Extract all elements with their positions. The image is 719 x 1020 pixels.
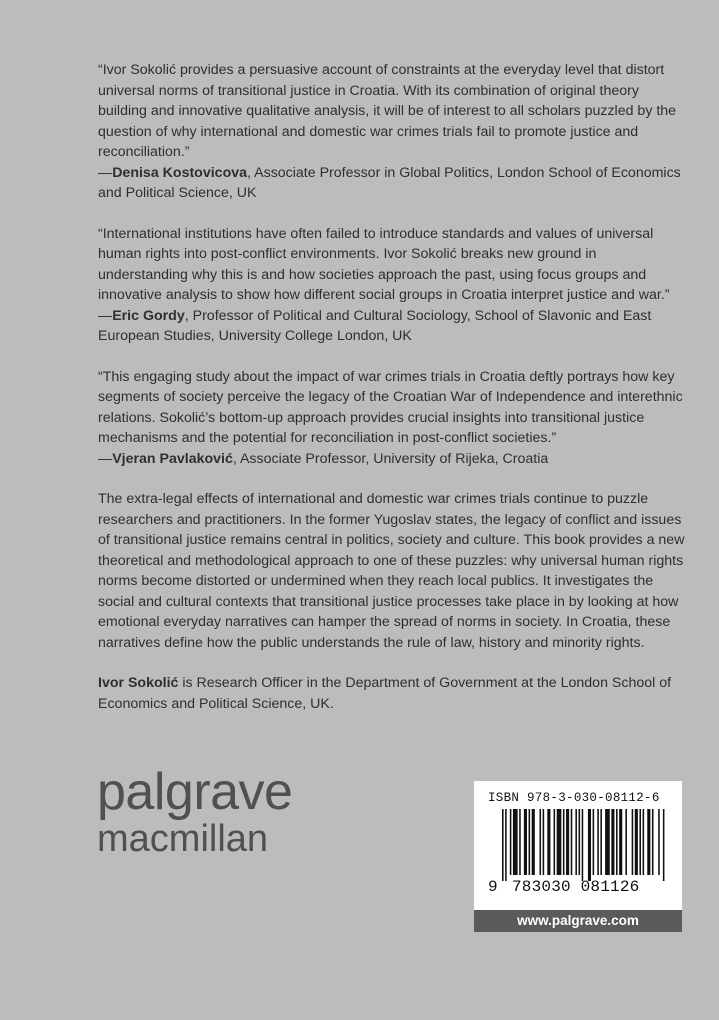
barcode-bar (557, 809, 562, 875)
endorsement-quote-1 (98, 60, 688, 204)
barcode-bar (582, 809, 584, 881)
barcode-bar (611, 809, 614, 875)
attribution-affiliation: , Associate Professor in Global Politics, London School of Economics and Political Science, UK (98, 164, 681, 201)
attribution-affiliation: , Professor of Political and Cultural Sociology, School of Slavonic and East European Studies, University College London, UK (98, 307, 652, 344)
barcode-bar (643, 809, 645, 875)
quote-attribution (98, 449, 688, 470)
author-bio (98, 673, 688, 714)
author-bio-text: is Research Officer in the Department of Government at the London School of Economics and Political Science, UK. (98, 675, 672, 712)
endorsement-quote-3 (98, 367, 688, 470)
barcode-bar (519, 809, 521, 875)
barcode-bar (524, 809, 527, 875)
barcode-bars (502, 809, 666, 881)
publisher-logo-line1: palgrave (97, 763, 293, 821)
back-cover-text (98, 60, 688, 734)
barcode-bar (554, 809, 556, 875)
barcode-bar (529, 809, 531, 875)
attribution-name: Eric Gordy (112, 307, 185, 324)
barcode-bar (566, 809, 569, 875)
barcode-bar (510, 809, 512, 875)
barcode-bar (543, 809, 545, 875)
isbn-label: ISBN 978-3-030-08112-6 (488, 791, 660, 805)
barcode-bar (605, 809, 610, 875)
endorsement-quote-2 (98, 224, 688, 347)
barcode-bar (600, 809, 602, 875)
barcode-bar (547, 809, 550, 875)
barcode-first-digit: 9 (488, 878, 498, 896)
attribution-dash: — (98, 164, 113, 181)
barcode-bar (632, 809, 634, 875)
isbn-barcode (474, 781, 682, 910)
barcode-bar (597, 809, 599, 875)
barcode-bar (658, 809, 660, 875)
quote-text: “This engaging study about the impact of war crimes trials in Croatia deftly portrays how key segments of society perceive the legacy of the Croatian War of Independence and interethnic relations. Sokolić’s bottom-up approach provides crucial insights into transitional justice mechanisms and the potential for reconciliation in post-conflict societies.” (98, 368, 683, 446)
barcode-digits: 783030 081126 (512, 878, 640, 896)
book-description: The extra-legal effects of international and domestic war crimes trials continue to puzzle researchers and practitioners. In the former Yugoslav states, the legacy of conflict and issues of transitional justice remains central in politics, society and culture. This book provides a new theoretical and methodological approach to one of these puzzles: why universal human rights norms become distorted or undermined when they reach local publics. It investigates the social and cultural contexts that transitional justice processes take place in by looking at how emotional everyday narratives can hamper the spread of norms in society. In Croatia, these narratives define how the public understands the rule of law, history and minority rights. (98, 491, 685, 651)
attribution-name: Denisa Kostovicova (112, 164, 248, 181)
barcode-bar (502, 809, 504, 881)
barcode-bar (619, 809, 622, 875)
barcode-bar (588, 809, 591, 881)
attribution-dash: — (98, 450, 113, 467)
barcode-bar (532, 809, 535, 875)
publisher-website: www.palgrave.com (474, 910, 682, 932)
attribution-dash: — (98, 307, 113, 324)
barcode-bar (579, 809, 581, 875)
barcode-bar (663, 809, 665, 881)
barcode-bar (593, 809, 595, 875)
attribution-affiliation: , Associate Professor, University of Rijeka, Croatia (232, 450, 549, 467)
quote-attribution (98, 163, 688, 204)
barcode-bar (652, 809, 654, 875)
barcode-bar (575, 809, 577, 875)
barcode-bar (647, 809, 650, 875)
barcode-bar (616, 809, 618, 875)
quote-attribution (98, 306, 688, 347)
quote-text: “Ivor Sokolić provides a persuasive account of constraints at the everyday level that distort universal norms of transitional justice in Croatia. With its combination of original theory building and innovative qualitative analysis, it will be of interest to all scholars puzzled by the question of why international and domestic war crimes trials fail to promote justice and reconciliation.” (98, 62, 677, 160)
barcode-bar (571, 809, 573, 875)
barcode-bar (539, 809, 541, 875)
quote-text: “International institutions have often failed to introduce standards and values of universal human rights into post-conflict environments. Ivor Sokolić breaks new ground in understanding why this is and how societies approach the past, using focus groups and innovative analysis to show how different social groups in Croatia interpret justice and war.” (98, 225, 670, 303)
barcode-bar (625, 809, 627, 875)
attribution-name: Vjeran Pavlaković (112, 450, 233, 467)
barcode-bar (513, 809, 518, 875)
publisher-logo-line2: macmillan (97, 818, 269, 860)
barcode-bar (639, 809, 641, 875)
author-name: Ivor Sokolić (98, 675, 179, 691)
barcode-bar (563, 809, 565, 875)
publisher-logo (97, 763, 293, 860)
barcode-bar (635, 809, 638, 875)
barcode-bar (505, 809, 507, 881)
